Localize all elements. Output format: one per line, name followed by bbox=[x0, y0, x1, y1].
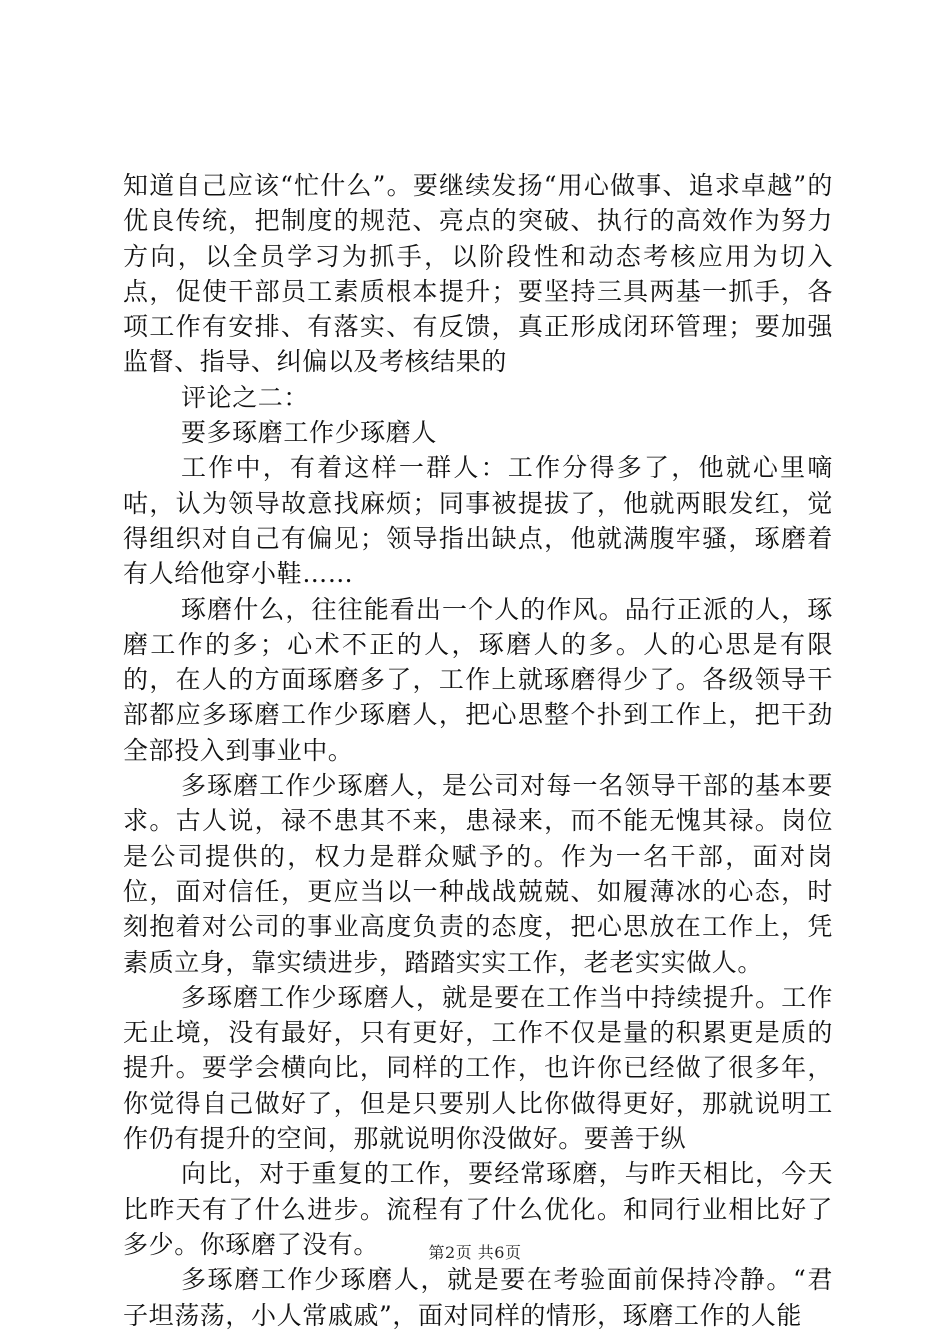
section-title: 要多琢磨工作少琢磨人 bbox=[181, 418, 438, 448]
section-label: 评论之二： bbox=[181, 382, 310, 412]
paragraph-8: 向比，对于重复的工作，要经常琢磨，与昨天相比，今天比昨天有了什么进步。流程有了什么优化。和同行业相比好了多少。你琢磨了没有。 bbox=[123, 1159, 833, 1259]
page-number-footer: 第2页 共6页 bbox=[428, 1243, 522, 1262]
document-body bbox=[123, 168, 833, 1333]
paragraph-7: 多琢磨工作少琢磨人，就是要在工作当中持续提升。工作无止境，没有最好，只有更好，工作不仅是量的积累更是质的提升。要学会横向比，同样的工作，也许你已经做了很多年，你觉得自己做好了，但是只要别人比你做得更好，那就说明工作仍有提升的空间，那就说明你没做好。要善于纵 bbox=[123, 982, 833, 1154]
paragraph-9: 多琢磨工作少琢磨人，就是要在考验面前保持冷静。“君子坦荡荡，小人常戚戚”，面对同样的情形，琢磨工作的人能 bbox=[123, 1265, 833, 1330]
paragraph-4: 工作中，有着这样一群人：工作分得多了，他就心里嘀咕，认为领导故意找麻烦；同事被提拔了，他就两眼发红，觉得组织对自己有偏见；领导指出缺点，他就满腹牢骚，琢磨着有人给他穿小鞋…… bbox=[123, 453, 833, 589]
paragraph-5: 琢磨什么，往往能看出一个人的作风。品行正派的人，琢磨工作的多；心术不正的人，琢磨人的多。人的心思是有限的，在人的方面琢磨多了，工作上就琢磨得少了。各级领导干部都应多琢磨工作少琢磨人，把心思整个扑到工作上，把干劲全部投入到事业中。 bbox=[123, 594, 833, 765]
paragraph-6: 多琢磨工作少琢磨人，是公司对每一名领导干部的基本要求。古人说，禄不患其不来，患禄来，而不能无愧其禄。岗位是公司提供的，权力是群众赋予的。作为一名干部，面对岗位，面对信任，更应当以一种战战兢兢、如履薄冰的心态，时刻抱着对公司的事业高度负责的态度，把心思放在工作上，凭素质立身，靠实绩进步，踏踏实实工作，老老实实做人。 bbox=[123, 771, 833, 977]
paragraph-1: 知道自己应该“忙什么”。要继续发扬“用心做事、追求卓越”的优良传统，把制度的规范、亮点的突破、执行的高效作为努力方向，以全员学习为抓手，以阶段性和动态考核应用为切入点，促使干部员工素质根本提升；要坚持三具两基一抓手，各项工作有安排、有落实、有反馈，真正形成闭环管理；要加强监督、指导、纠偏以及考核结果的 bbox=[123, 171, 833, 377]
